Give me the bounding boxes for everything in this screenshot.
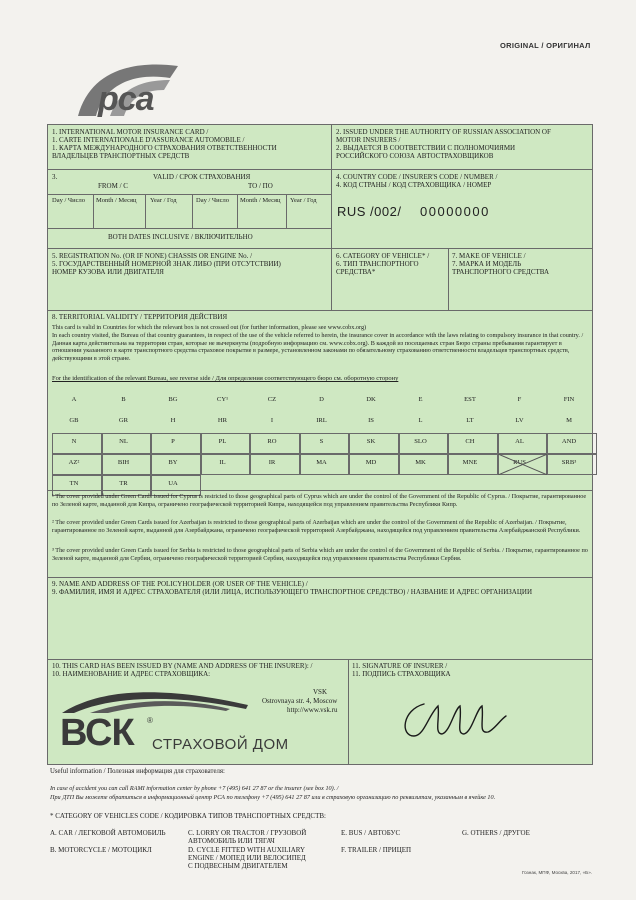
country-code-lv: LV xyxy=(515,417,524,424)
section-7-line: 7. МАРКА И МОДЕЛЬ xyxy=(452,260,522,268)
section-3-num: 3. xyxy=(52,173,58,181)
to-label: TO / ПО xyxy=(248,182,273,190)
country-code-ma: MA xyxy=(316,459,327,466)
useful-en: In case of accident you can call RAMI information center by phone +7 (495) 641 27 87 or the insurer (see box 10). / xyxy=(50,785,339,792)
section-11-line: 11. ПОДПИСЬ СТРАХОВЩИКА xyxy=(352,670,451,678)
category-e: E. BUS / АВТОБУС xyxy=(341,829,401,837)
country-code-lt: LT xyxy=(466,417,474,424)
category-b: B. MOTORCYCLE / МОТОЦИКЛ xyxy=(50,846,152,854)
identification-note: For the identification of the relevant Bureau, see reverse side / Для определения соответствующего бюро см. оборотную сторону xyxy=(52,375,399,382)
country-code-bih: BIH xyxy=(117,459,130,466)
section-2-line: РОССИЙСКОГО СОЮЗА АВТОСТРАХОВЩИКОВ xyxy=(336,152,494,160)
country-code-p: P xyxy=(171,438,175,445)
country-code-and: AND xyxy=(561,438,577,445)
section-1-line: 1. INTERNATIONAL MOTOR INSURANCE CARD / xyxy=(52,128,209,136)
vsk-logo-sub: СТРАХОВОЙ ДОМ xyxy=(152,736,289,753)
section-2-line: 2. ISSUED UNDER THE AUTHORITY OF RUSSIAN ASSOCIATION OF xyxy=(336,128,551,136)
col-day-to: Day / Число xyxy=(196,197,229,204)
country-code-e: E xyxy=(418,396,423,403)
section-6-line: 6. ТИП ТРАНСПОРТНОГО xyxy=(336,260,419,268)
crossed-out-mark-icon xyxy=(498,454,548,475)
useful-title: Useful information / Полезная информация для страхователя: xyxy=(50,768,225,775)
section-5-line: 5. REGISTRATION No. (OR IF NONE) CHASSIS OR ENGINE No. / xyxy=(52,252,253,260)
both-dates-label: BOTH DATES INCLUSIVE / ВКЛЮЧИТЕЛЬНО xyxy=(108,233,253,241)
categories-title: * CATEGORY OF VEHICLES CODE / КОДИРОВКА ТИПОВ ТРАНСПОРТНЫХ СРЕДСТВ: xyxy=(50,812,326,820)
country-code-mne: MNE xyxy=(462,459,478,466)
insurer-signature-icon xyxy=(398,696,508,742)
rsa-logo-text: рса xyxy=(98,80,154,118)
country-code-f: F xyxy=(517,396,522,403)
footnote-azerbaijan: ² The cover provided under Green Cards issued for Azerbaijan is restricted to those geographical parts of Azerbaijan which are under the control of the Government of the Republic of Azerbaijan. / Покрытие, гарантированное по Зеленой карте, выданной для Азербайджана, ограничено географической территорией Азербайджана, находящейся под управлением правительства Азербайджанской Республики. xyxy=(52,519,581,534)
country-code-ua: UA xyxy=(168,480,178,487)
country-code-rus: RUS xyxy=(513,459,526,466)
category-d-line3: С ПОДВЕСНЫМ ДВИГАТЕЛЕМ xyxy=(188,862,288,870)
country-code-cz: CZ xyxy=(267,396,277,403)
country-code-by: BY xyxy=(168,459,178,466)
section-2-line: 2. ВЫДАЕТСЯ В СООТВЕТСТВИИ С ПОЛНОМОЧИЯМИ xyxy=(336,144,516,152)
vsk-logo-swoosh-icon xyxy=(60,683,250,715)
col-month-from: Month / Месяц xyxy=(96,197,137,204)
section-1-line: 1. КАРТА МЕЖДУНАРОДНОГО СТРАХОВАНИЯ ОТВЕТСТВЕННОСТИ xyxy=(52,144,277,152)
country-code-hr: HR xyxy=(217,417,228,424)
country-code-dk: DK xyxy=(366,396,376,403)
country-code-n: N xyxy=(71,438,77,445)
valid-title: VALID / СРОК СТРАХОВАНИЯ xyxy=(153,173,251,181)
territorial-para1: This card is valid in Countries for which the relevant box is not crossed out (for further information, please see www.cobx.org) xyxy=(52,324,367,331)
country-code-sk: SK xyxy=(366,438,376,445)
country-code-al: AL xyxy=(515,438,524,445)
section-2-line: MOTOR INSURERS / xyxy=(336,136,401,144)
country-code-l: L xyxy=(418,417,423,424)
from-label: FROM / С xyxy=(98,182,128,190)
country-code-pl: PL xyxy=(218,438,227,445)
country-code-mk: MK xyxy=(415,459,426,466)
insurer-address: Ostrovnaya str. 4, Moscow xyxy=(262,697,338,705)
footnote-serbia: ³ The cover provided under Green Cards issued for Serbia is restricted to those geographical parts of Serbia which are under the control of the Government of the Republic of Serbia. / Покрытие, гарантированное по Зеленой карте, выданной для Сербии, ограничено географической территорией Сербии, находящейся под управлением правительства Республики Сербия. xyxy=(52,547,588,562)
country-code-ir: IR xyxy=(268,459,276,466)
section-6-line: СРЕДСТВА* xyxy=(336,268,376,276)
section-9-line: 9. ФАМИЛИЯ, ИМЯ И АДРЕС СТРАХОВАТЕЛЯ (ИЛИ ЛИЦА, ИСПОЛЬЗУЮЩЕГО ТРАНСПОРТНОЕ СРЕДСТВО) / НАЗВАНИЕ И АДРЕС ОРГАНИЗАЦИИ xyxy=(52,588,533,596)
territorial-title: 8. TERRITORIAL VALIDITY / ТЕРРИТОРИЯ ДЕЙСТВИЯ xyxy=(52,313,228,321)
vsk-logo-reg: ® xyxy=(147,716,153,725)
section-5-line: НОМЕР КУЗОВА ИЛИ ДВИГАТЕЛЯ xyxy=(52,268,164,276)
section-11-line: 11. SIGNATURE OF INSURER / xyxy=(352,662,448,670)
col-year-to: Year / Год xyxy=(290,197,317,204)
country-code-fin: FIN xyxy=(563,396,575,403)
country-code-m: M xyxy=(566,417,572,424)
country-code-h: H xyxy=(170,417,176,424)
country-code-b: B xyxy=(121,396,126,403)
useful-ru: При ДТП Вы можете обратиться в информационный центр РСА по телефону +7 (495) 641 27 87 или в страховую организацию по реквизитам, указанным в ячейке 10. xyxy=(50,794,496,801)
category-c-line2: АВТОМОБИЛЬ ИЛИ ТЯГАЧ xyxy=(188,837,275,845)
country-code-d: D xyxy=(319,396,324,403)
section-1-line: ВЛАДЕЛЬЦЕВ ТРАНСПОРТНЫХ СРЕДСТВ xyxy=(52,152,190,160)
category-f: F. TRAILER / ПРИЦЕП xyxy=(341,846,412,854)
country-code-i: I xyxy=(270,417,274,424)
section-9-line: 9. NAME AND ADDRESS OF THE POLICYHOLDER (OR USER OF THE VEHICLE) / xyxy=(52,580,308,588)
country-code-ch: CH xyxy=(465,438,475,445)
category-a: A. CAR / ЛЕГКОВОЙ АВТОМОБИЛЬ xyxy=(50,829,166,837)
country-code-il: IL xyxy=(219,459,226,466)
col-day-from: Day / Число xyxy=(52,197,85,204)
col-month-to: Month / Месяц xyxy=(240,197,281,204)
category-g: G. OTHERS / ДРУГОЕ xyxy=(462,829,530,837)
category-c-line1: C. LORRY OR TRACTOR / ГРУЗОВОЙ xyxy=(188,829,307,837)
card-number: 00000000 xyxy=(420,204,490,219)
country-code-srb: SRB³ xyxy=(561,459,577,466)
section-6-line: 6. CATEGORY OF VEHICLE* / xyxy=(336,252,430,260)
country-code-nl: NL xyxy=(119,438,128,445)
section-10-line: 10. НАИМЕНОВАНИЕ И АДРЕС СТРАХОВЩИКА: xyxy=(52,670,211,678)
insurer-site: http://www.vsk.ru xyxy=(287,706,338,714)
category-d-line1: D. CYCLE FITTED WITH AUXILIARY xyxy=(188,846,306,854)
country-insurer-code: RUS /002/ xyxy=(337,204,402,219)
country-code-irl: IRL xyxy=(316,417,327,424)
original-label: ORIGINAL / ОРИГИНАЛ xyxy=(500,41,591,50)
section-7-line: 7. MAKE OF VEHICLE / xyxy=(452,252,526,260)
section-5-line: 5. ГОСУДАРСТВЕННЫЙ НОМЕРНОЙ ЗНАК ЛИБО (ПРИ ОТСУТСТВИИ) xyxy=(52,260,281,268)
country-code-is: IS xyxy=(368,417,374,424)
print-info: Гознак, МПФ, Москва, 2017, «Б». xyxy=(522,870,593,875)
country-code-az: AZ² xyxy=(68,459,80,466)
country-code-slo: SLO xyxy=(414,438,427,445)
section-10-line: 10. THIS CARD HAS BEEN ISSUED BY (NAME AND ADDRESS OF THE INSURER): / xyxy=(52,662,313,670)
footnote-cyprus: ¹ The cover provided under Green Cards issued for Cyprus is restricted to those geographical parts of Cyprus which are under the control of the Government of the Republic of Cyprus. / Покрытие, гарантированное по Зеленой карте, выданной для Кипра, ограничено географической территорией Кипра, находящейся под управлением правительства Республики Кипр. xyxy=(52,493,587,508)
country-code-md: MD xyxy=(365,459,377,466)
country-code-ro: RO xyxy=(267,438,277,445)
country-code-tr: TR xyxy=(119,480,128,487)
country-code-bg: BG xyxy=(168,396,178,403)
vsk-logo-main: ВСК xyxy=(60,712,134,754)
section-4-line: 4. COUNTRY CODE / INSURER'S CODE / NUMBER / xyxy=(336,173,498,181)
country-code-gb: GB xyxy=(69,417,79,424)
country-code-s: S xyxy=(319,438,324,445)
section-7-line: ТРАНСПОРТНОГО СРЕДСТВА xyxy=(452,268,550,276)
category-d-line2: ENGINE / МОПЕД ИЛИ ВЕЛОСИПЕД xyxy=(188,854,306,862)
territorial-para2: In each country visited, the Bureau of that country guarantees, in respect of the use of the vehicle referred to herein, the insurance cover in accordance with the laws relating to compulsory insurance in that country. / Данная карта действительна на территории стран, которые не вычеркнуты (подробную информацию см. www.cobx.org). В каждой из посещаемых стран Бюро страны пребывания гарантирует в отношении указанного в карте транспортного средства страховое покрытие в размере, установленном законами по обязательному страхованию ответственности владельцев транспортных средств, действующими в этой стране. xyxy=(52,332,584,362)
country-code-gr: GR xyxy=(118,417,129,424)
country-code-tn: TN xyxy=(69,480,79,487)
insurer-name: VSK xyxy=(313,688,328,696)
country-code-cy: CY¹ xyxy=(216,396,229,403)
section-4-line: 4. КОД СТРАНЫ / КОД СТРАХОВЩИКА / НОМЕР xyxy=(336,181,492,189)
section-1-line: 1. CARTE INTERNATIONALE D'ASSURANCE AUTOMOBILE / xyxy=(52,136,245,144)
country-code-est: EST xyxy=(464,396,476,403)
country-code-a: A xyxy=(71,396,77,403)
col-year-from: Year / Год xyxy=(150,197,177,204)
